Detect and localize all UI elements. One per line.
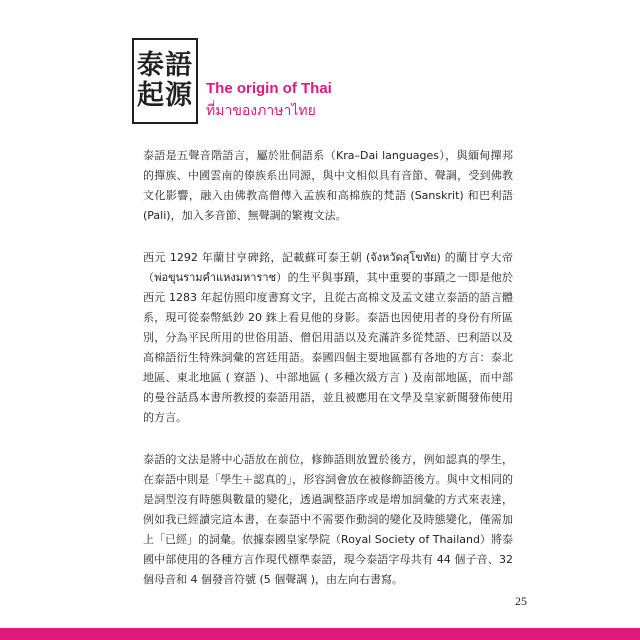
chapter-title-line-1: 泰語 [137,50,193,82]
body-text [143,146,513,612]
page-number: 25 [515,594,527,608]
paragraph-3: 泰語的文法是將中心語放在前位，修飾語則放置於後方，例如認真的學生，在泰語中則是「學生＋認真的」，形容詞會放在被修飾語後方。與中文相同的是詞型沒有時態與數量的變化，透過調整語序或是增加詞彙的方式來表達，例如我已經讀完這本書，在泰語中不需要作動詞的變化及時態變化，僅需加上「已經」的詞彙。依據泰國皇家學院（Royal Society of Thailand）將泰國中部使用的各種方言作現代標準泰語，現今泰語字母共有 44 個子音、32 個母音和 4 個發音符號 (5 個聲調 )，由左向右書寫。 [143,453,513,586]
paragraph-2: 西元 1292 年蘭甘亨碑銘，記載蘇可泰王朝 (จังหวัดสุโขทัย) 的蘭甘亨大帝（พ่อขุนรามคำแหงมหาราช）的生平與事蹟，其中重要的事蹟之一即是他於西元 1283 年起仿照印度書寫文字，且從古高棉文及孟文建立泰語的語言體系，現可從泰幣紙鈔 20 銖上看見他的身影。泰語也因使用者的身份有所區別，分為平民所用的世俗用語、僧侶用語以及充滿許多從梵語、巴利語以及高棉語衍生特殊詞彙的宮廷用語。泰國四個主要地區都有各地的方言：泰北地區、東北地區 ( 寮語 )、中部地區 ( 多種次級方言 ) 及南部地區，而中部的曼谷話爲本書所教授的泰語用語，並且被應用在文學及皇家新聞發佈使用的方言。 [143,251,513,424]
footer-accent-bar [0,628,640,640]
chapter-title-box [132,38,198,124]
chapter-title-line-2: 起源 [137,80,193,111]
thai-subtitle: ที่มาของภาษาไทย [206,103,316,119]
paragraph-1: 泰語是五聲音階語言，屬於壯侗語系（Kra–Dai languages），與緬甸撣邦的撣族、中國雲南的傣族系出同源，與中文相似具有音節、聲調，受到佛教文化影響，融入由佛教高僧傳入孟族和高棉族的梵語 (Sanskrit) 和巴利語 (Pali)，加入多音節、無聲調的繁複文法。 [143,149,513,222]
english-subtitle: The origin of Thai [206,80,332,97]
